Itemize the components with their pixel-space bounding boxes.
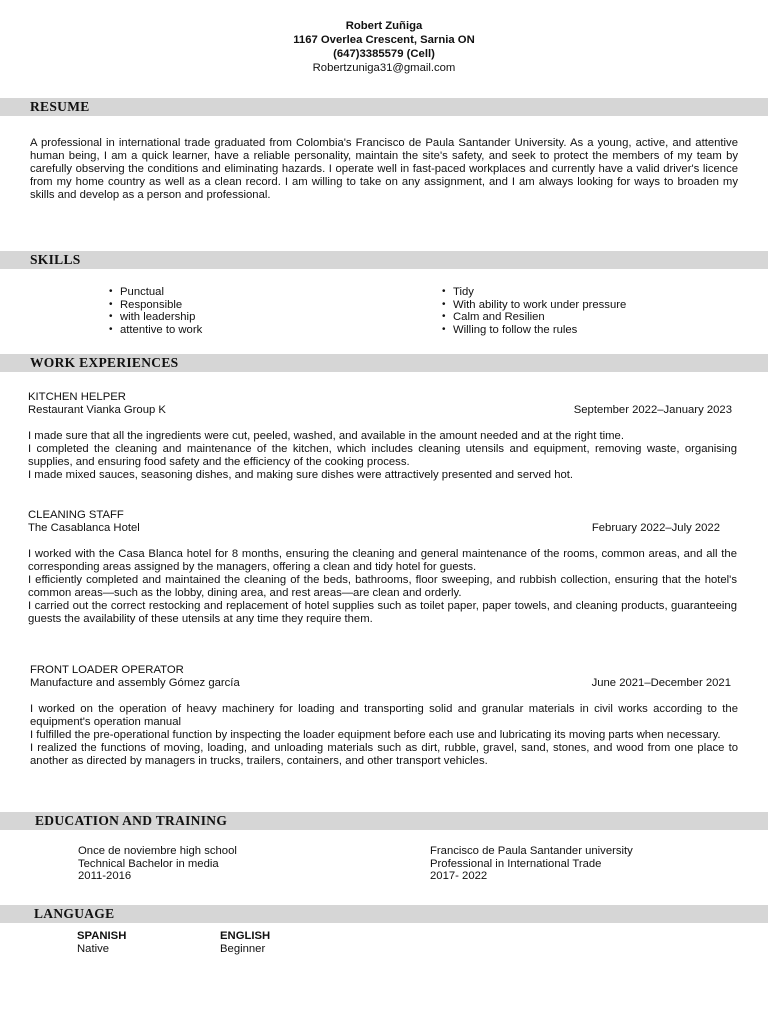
job-description: [28, 430, 737, 482]
skills-list-right: [442, 286, 742, 337]
job-title: KITCHEN HELPER: [28, 391, 126, 403]
job-paragraph: I worked with the Casa Blanca hotel for 8 months, ensuring the cleaning and general maintenance of the rooms, common areas, and all the corresponding areas assigned by the managers, offering a clean and tidy hotel for guests.: [28, 548, 737, 573]
education-entry-left: [78, 845, 398, 883]
candidate-name: Robert Zuñiga: [345, 20, 423, 32]
job-employer: Restaurant Vianka Group K: [28, 404, 166, 416]
contact-header: [0, 19, 768, 75]
education-section-bar: [0, 812, 768, 830]
language-heading: LANGUAGE: [34, 906, 115, 921]
job-paragraph: I realized the functions of moving, loading, and unloading materials such as dirt, rubble, gravel, sand, stones, and wood from one place to another as directed by managers in trucks, trailers, containers, and other transport vehicles.: [30, 742, 738, 767]
school-name: Once de noviembre high school: [78, 845, 237, 857]
language-name: ENGLISH: [220, 930, 271, 942]
resume-section-bar: [0, 98, 768, 116]
language-name: SPANISH: [77, 930, 127, 942]
job-description: [30, 703, 738, 768]
job-dates: June 2021–December 2021: [591, 677, 731, 689]
skills-heading: SKILLS: [30, 252, 81, 267]
language-level: Native: [77, 942, 110, 955]
job-title: CLEANING STAFF: [28, 509, 124, 521]
job-dates: September 2022–January 2023: [573, 404, 732, 416]
language-level: Beginner: [220, 942, 266, 955]
skills-list-left: [109, 286, 409, 337]
years: 2017- 2022: [430, 870, 488, 883]
skills-section-bar: [0, 251, 768, 269]
skill-item: • Responsible: [109, 299, 409, 312]
skill-item: • with leadership: [109, 311, 409, 324]
school-name: Francisco de Paula Santander university: [430, 845, 633, 857]
address: 1167 Overlea Crescent, Sarnia ON: [293, 34, 475, 46]
job-paragraph: I made sure that all the ingredients were cut, peeled, washed, and available in the amount needed and at the right time.: [28, 430, 624, 442]
work-heading: WORK EXPERIENCES: [30, 355, 179, 370]
job-employer: The Casablanca Hotel: [28, 522, 140, 534]
job-employer: Manufacture and assembly Gómez garcía: [30, 677, 240, 689]
language-entry: [220, 930, 350, 955]
skill-item: • Willing to follow the rules: [442, 324, 742, 337]
job-paragraph: I carried out the correct restocking and replacement of hotel supplies such as toilet paper, paper towels, and cleaning products, guaranteeing guests the availability of these utensils at any time they require them.: [28, 600, 737, 625]
summary-paragraph: A professional in international trade graduated from Colombia's Francisco de Paula Santander University. As a young, active, and attentive human being, I am a quick learner, have a reliable personality, maintain the site's safety, and seek to protect the members of my team by carefully observing the conditions and eliminating hazards. I operate well in fast-paced workplaces and currently have a valid driver's licence from my home country as well as a clean record. I am willing to take on any assignment, and I am always looking for ways to broaden my skills and develop as a person and professional.: [30, 137, 738, 201]
skill-item: • Tidy: [442, 286, 742, 299]
job-paragraph: I completed the cleaning and maintenance of the kitchen, which includes cleaning utensils and equipment, removing waste, organising supplies, and ensuring food safety and the efficiency of the cooking process.: [28, 443, 737, 468]
skill-item: • With ability to work under pressure: [442, 299, 742, 312]
job-paragraph: I made mixed sauces, seasoning dishes, and making sure dishes were attractively presented and served hot.: [28, 469, 574, 481]
education-heading: EDUCATION AND TRAINING: [35, 813, 228, 828]
work-section-bar: [0, 354, 768, 372]
degree: Professional in International Trade: [430, 857, 602, 870]
skill-item: • attentive to work: [109, 324, 409, 337]
language-entry: [77, 930, 207, 955]
job-dates: February 2022–July 2022: [591, 522, 720, 534]
education-entry-right: [430, 845, 750, 883]
job-title: FRONT LOADER OPERATOR: [30, 664, 184, 676]
language-section-bar: [0, 905, 768, 923]
degree: Technical Bachelor in media: [78, 857, 219, 870]
skill-item: • Punctual: [109, 286, 409, 299]
job-description: [28, 548, 737, 626]
skill-item: • Calm and Resilien: [442, 311, 742, 324]
job-paragraph: I fulfilled the pre-operational function by inspecting the loader equipment before each use and lubricating its moving parts when necessary.: [30, 729, 721, 741]
job-paragraph: I worked on the operation of heavy machinery for loading and transporting solid and granular materials in civil works according to the equipment's operation manual: [30, 703, 738, 728]
job-paragraph: I efficiently completed and maintained the cleaning of the beds, bathrooms, floor sweeping, and rubbish collection, ensuring that the hotel's common areas—such as the lobby, dining area, and rest areas—are clean and orderly.: [28, 574, 737, 599]
resume-heading: RESUME: [30, 99, 90, 114]
years: 2011-2016: [78, 870, 132, 883]
phone: (647)3385579 (Cell): [333, 48, 435, 60]
email: Robertzuniga31@gmail.com: [312, 62, 456, 74]
